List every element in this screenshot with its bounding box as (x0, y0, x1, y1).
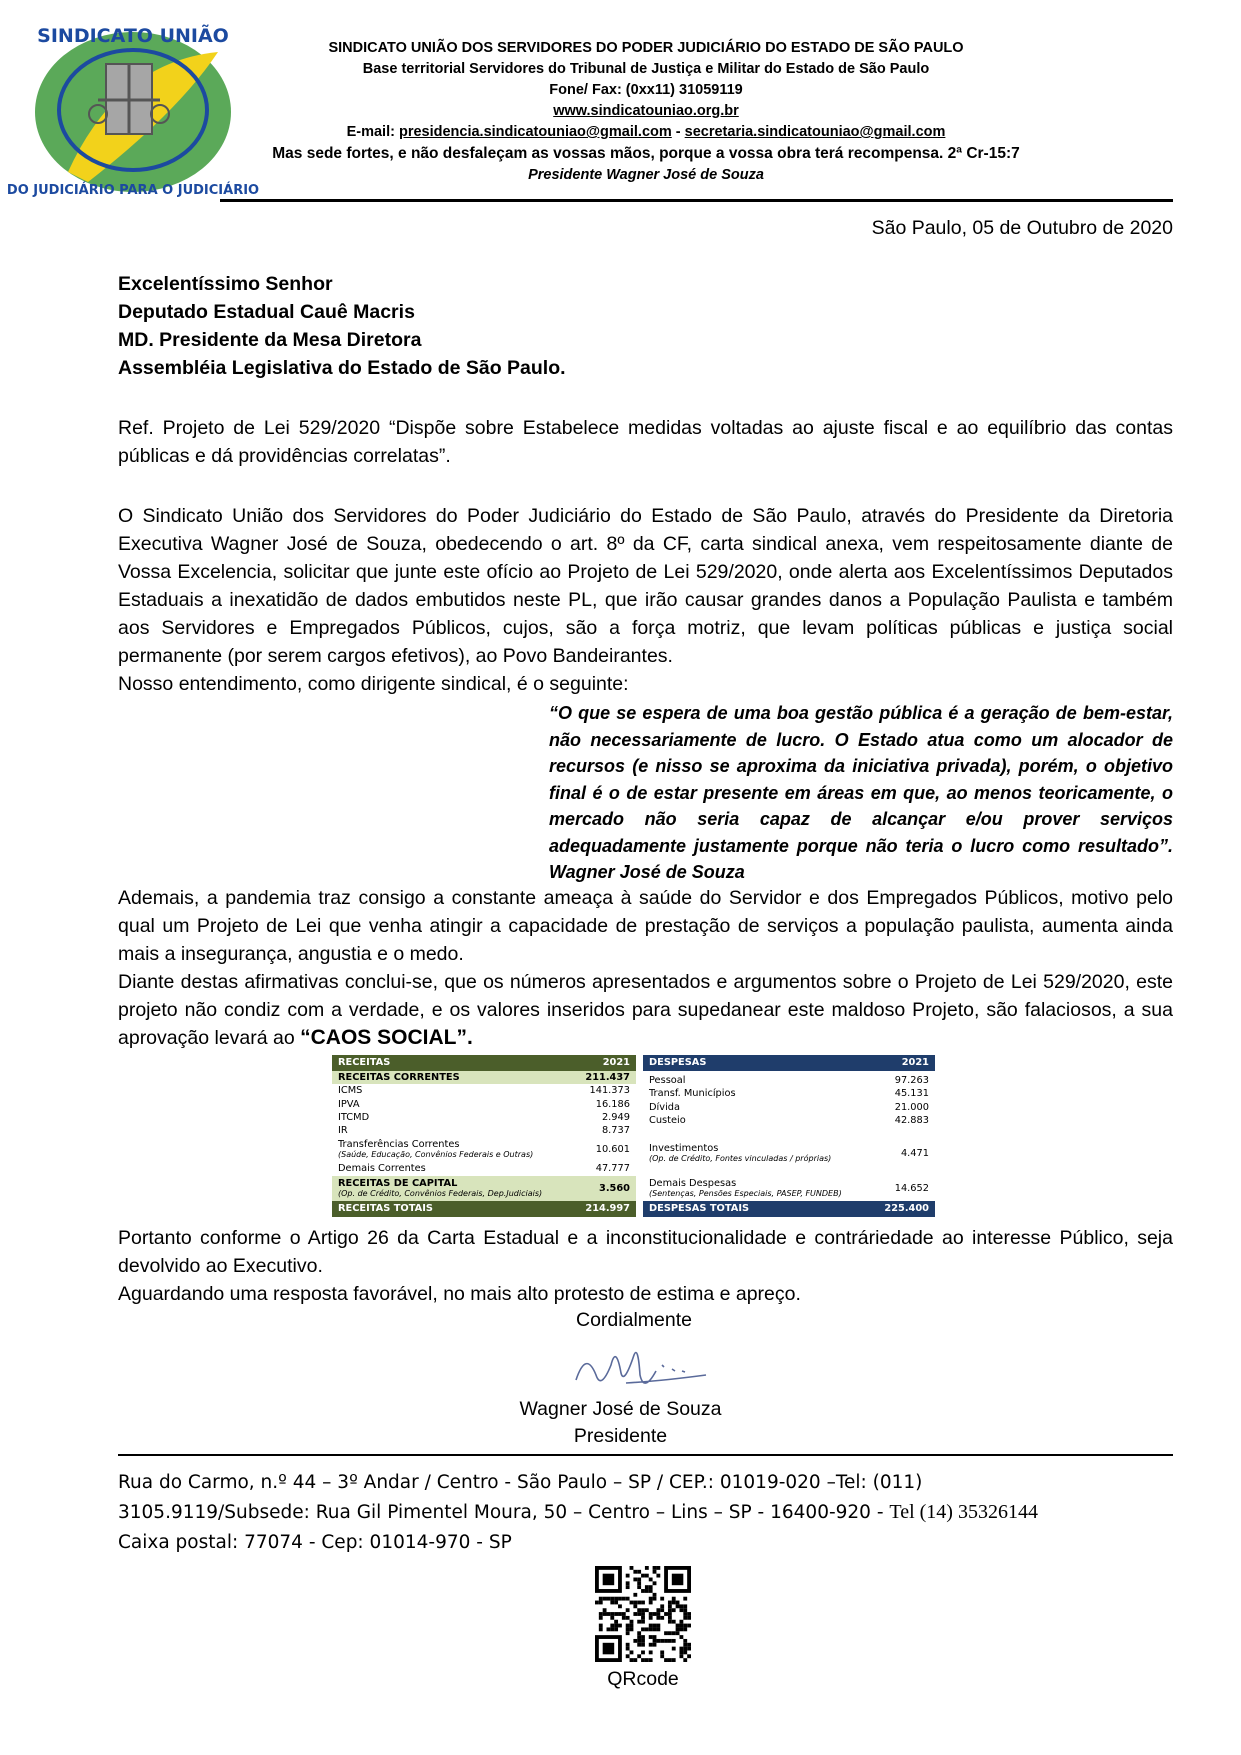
paragraph-understanding: Nosso entendimento, como dirigente sindical, é o seguinte: (118, 673, 629, 695)
paragraph-intro: O Sindicato União dos Servidores do Poder Judiciário do Estado de São Paulo, através do Presidente da Diretoria Executiva Wagner José de Souza, obedecendo o art. 8º da CF, carta sindical anexa, vem respeitosamente diante de Vossa Excelencia, solicitar que junte este ofício ao Projeto de Lei 529/2020, onde alerta aos Excelentíssimos Deputados Estaduais a inexatidão de dados embutidos neste PL, que irão causar grandes danos a População Paulista e também aos Servidores e Empregados Públicos, cujos, são a força motriz, que levam políticas públicas e justiça social permanente (por serem cargos efetivos), ao Povo Bandeirantes. (118, 505, 1173, 667)
paragraph-conclusion (118, 968, 1173, 1052)
addressee-line-2: Deputado Estadual Cauê Macris (118, 301, 415, 323)
website-link[interactable]: www.sindicatouniao.org.br (553, 103, 739, 119)
logo-text-bottom: DO JUDICIÁRIO PARA O JUDICIÁRIO (6, 183, 260, 198)
footer-line-3: Caixa postal: 77074 - Cep: 01014-970 - SP (118, 1532, 512, 1553)
signer-name: Wagner José de Souza (519, 1398, 722, 1420)
footer-line-1: Rua do Carmo, n.º 44 – 3º Andar / Centro - São Paulo – SP / CEP.: 01019-020 –Tel: (011) (118, 1472, 923, 1493)
org-base: Base territorial Servidores do Tribunal de Justiça e Militar do Estado de São Paulo (362, 61, 930, 77)
table-row: ICMS 141.373 (338, 1085, 630, 1097)
paragraph-pandemic: Ademais, a pandemia traz consigo a constante ameaça à saúde do Servidor e dos Empregados Públicos, motivo pelo qual um Projeto de Lei que venha atingir a capacidade de prestação de serviços a população paulista, aumenta ainda mais a insegurança, angustia e o medo. (118, 887, 1173, 965)
paragraph-awaiting: Aguardando uma resposta favorável, no mais alto protesto de estima e apreço. (118, 1283, 801, 1305)
letter-date: São Paulo, 05 de Outubro de 2020 (871, 217, 1173, 239)
despesas-header: DESPESAS 2021 (643, 1055, 935, 1071)
email-secretaria-link[interactable]: secretaria.sindicatouniao@gmail.com (684, 124, 946, 140)
addressee-line-4: Assembléia Legislativa do Estado de São Paulo. (118, 357, 566, 379)
union-logo (6, 22, 260, 200)
receitas-correntes-row: RECEITAS CORRENTES 211.437 (332, 1071, 636, 1084)
quote-block: “O que se espera de uma boa gestão pública é a geração de bem-estar, não necessariamente de lucro. O Estado atua como um alocador de recursos (e nisso se aproxima da iniciativa privada), porém, o objetivo final é o de estar presente em áreas em que, ao menos teoricamente, o mercado não seria capaz de alcançar e/ou prover serviços adequadamente justamente porque não teria o lucro como resultado”. Wagner José de Souza (549, 703, 1173, 882)
email-line (220, 122, 1072, 143)
despesas-total-row: DESPESAS TOTAIS 225.400 (643, 1201, 935, 1217)
org-name: SINDICATO UNIÃO DOS SERVIDORES DO PODER JUDICIÁRIO DO ESTADO DE SÃO PAULO (328, 40, 964, 56)
closing: Cordialmente (576, 1309, 692, 1331)
email-separator: - (671, 124, 685, 140)
receitas-header: RECEITAS 2021 (332, 1055, 636, 1071)
table-row: Pessoal 97.263 (649, 1075, 929, 1086)
table-row: Custeio 42.883 (649, 1114, 929, 1126)
receitas-capital-row: RECEITAS DE CAPITAL (Op. de Crédito, Convênios Federais, Dep.Judiciais) 3.560 (332, 1176, 636, 1201)
receitas-total-row: RECEITAS TOTAIS 214.997 (332, 1201, 636, 1217)
qr-code[interactable] (595, 1566, 691, 1662)
addressee-line-1: Excelentíssimo Senhor (118, 273, 333, 295)
addressee-line-3: MD. Presidente da Mesa Diretora (118, 329, 422, 351)
paragraph-return: Portanto conforme o Artigo 26 da Carta Estadual e a inconstitucionalidade e contráriedade ao interesse Público, seja devolvido ao Executivo. (118, 1227, 1173, 1277)
org-phone: Fone/ Fax: (0xx11) 31059119 (549, 82, 743, 98)
email-presidencia-link[interactable]: presidencia.sindicatouniao@gmail.com (398, 124, 672, 140)
caos-social: “CAOS SOCIAL”. (300, 1026, 473, 1049)
header-rule (220, 199, 1173, 202)
table-row: Dívida 21.000 (649, 1101, 929, 1113)
reference-paragraph: Ref. Projeto de Lei 529/2020 “Dispõe sobre Estabelece medidas voltadas ao ajuste fiscal e ao equilíbrio das contas públicas e dá providências correlatas”. (118, 417, 1173, 467)
table-row: ITCMD 2.949 (338, 1111, 630, 1123)
table-row: Transf. Municípios 45.131 (649, 1088, 929, 1100)
receitas-transferencias-row: Transferências Correntes (Saúde, Educação, Convênios Federais e Outras) 10.601 (338, 1139, 630, 1160)
logo-text-top: SINDICATO UNIÃO (37, 25, 229, 47)
footer-line-2: 3105.9119/Subsede: Rua Gil Pimentel Moura, 50 – Centro – Lins – SP - 16400-920 - Tel (14) 35326144 (118, 1501, 1038, 1523)
header-president: Presidente Wagner José de Souza (528, 167, 764, 183)
table-row: IPVA 16.186 (338, 1098, 630, 1110)
despesas-demais-row: Demais Despesas (Sentenças, Pensões Especiais, PASEP, FUNDEB) 14.652 (649, 1178, 929, 1199)
signer-title: Presidente (573, 1425, 668, 1447)
despesas-table (643, 1055, 935, 1217)
email-label: E-mail: (346, 124, 395, 140)
receitas-table (332, 1055, 636, 1217)
receitas-demais-row: Demais Correntes 47.777 (338, 1163, 630, 1175)
qr-label: QRcode (607, 1668, 679, 1690)
signature (566, 1335, 716, 1401)
motto: Mas sede fortes, e não desfaleçam as vossas mãos, porque a vossa obra terá recompensa. 2ª Cr-15:7 (272, 145, 1020, 162)
footer-rule (118, 1454, 1173, 1456)
despesas-investimentos-row: Investimentos (Op. de Crédito, Fontes vinculadas / próprias) 4.471 (649, 1143, 929, 1164)
table-row: IR 8.737 (338, 1125, 630, 1137)
conclusion-text: Diante destas afirmativas conclui-se, que os números apresentados e argumentos sobre o Projeto de Lei 529/2020, este projeto não condiz com a verdade, e os valores inseridos para supedanear este maldoso Projeto, são falaciosos, a sua aprovação levará ao (118, 971, 1173, 1049)
